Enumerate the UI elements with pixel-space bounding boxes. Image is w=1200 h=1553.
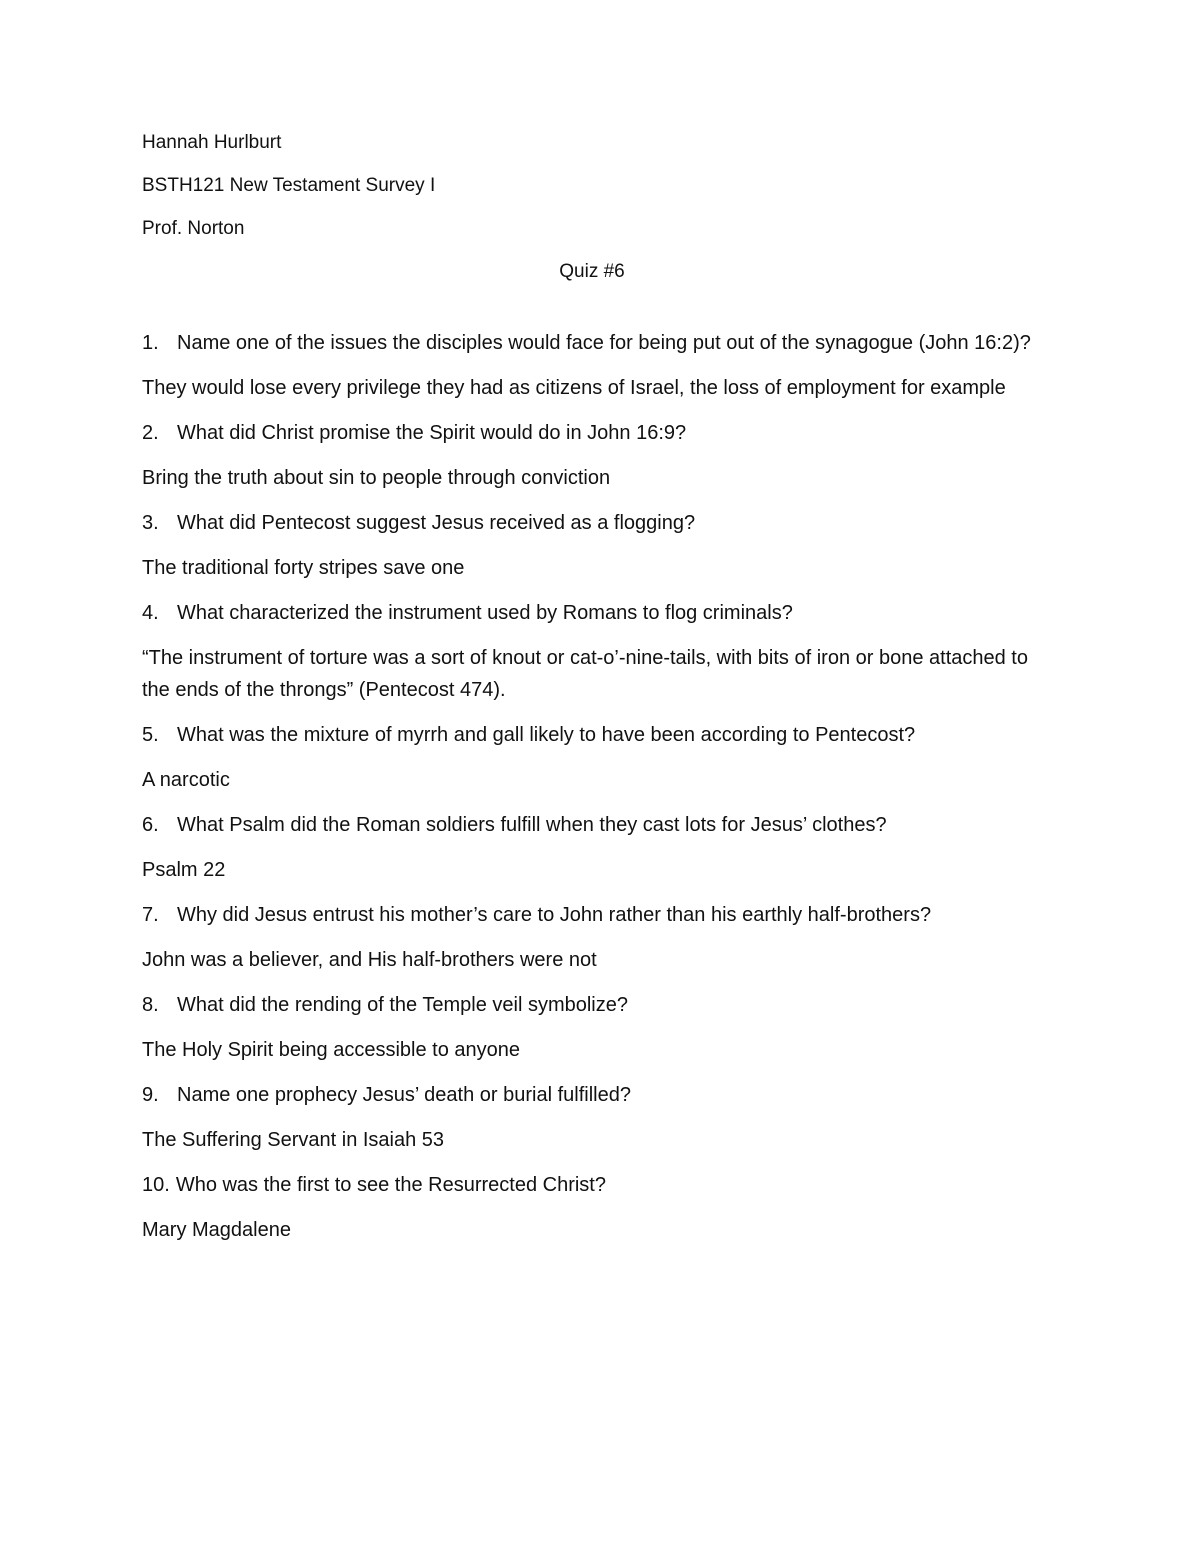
qa-item-9 (142, 1079, 1042, 1156)
qa-item-6 (142, 809, 1042, 886)
question-3 (142, 507, 1042, 539)
question-number: 2. (142, 422, 159, 444)
question-text: Why did Jesus entrust his mother’s care to John rather than his earthly half-brothers? (177, 904, 932, 926)
answer-3: The traditional forty stripes save one (142, 557, 465, 579)
quiz-title: Quiz #6 (559, 261, 625, 282)
answer-2: Bring the truth about sin to people through conviction (142, 467, 611, 489)
student-name: Hannah Hurlburt (142, 132, 282, 153)
answer-5: A narcotic (142, 769, 230, 791)
qa-item-7 (142, 899, 1042, 976)
question-number: 6. (142, 814, 159, 836)
question-7 (142, 899, 1042, 931)
question-text: What Psalm did the Roman soldiers fulfill when they cast lots for Jesus’ clothes? (177, 814, 887, 836)
answer-8: The Holy Spirit being accessible to anyone (142, 1039, 520, 1061)
question-number: 8. (142, 994, 159, 1016)
qa-item-2 (142, 417, 1042, 494)
question-text: What characterized the instrument used by Romans to flog criminals? (177, 602, 793, 624)
answer-1: They would lose every privilege they had as citizens of Israel, the loss of employment for example (142, 377, 1006, 399)
answer-9: The Suffering Servant in Isaiah 53 (142, 1129, 445, 1151)
question-text: Name one of the issues the disciples would face for being put out of the synagogue (John 16:2)? (177, 332, 1031, 354)
question-text: What did the rending of the Temple veil symbolize? (177, 994, 628, 1016)
answer-4: “The instrument of torture was a sort of knout or cat-o’-nine-tails, with bits of iron or bone attached to the ends of the throngs” (Pentecost 474). (142, 647, 1028, 701)
question-text: Who was the first to see the Resurrected Christ? (175, 1174, 606, 1196)
question-1 (142, 327, 1042, 359)
question-number: 5. (142, 724, 159, 746)
question-text: What was the mixture of myrrh and gall likely to have been according to Pentecost? (177, 724, 916, 746)
document-body (142, 128, 1042, 1259)
course-name: BSTH121 New Testament Survey I (142, 175, 436, 196)
qa-item-8 (142, 989, 1042, 1066)
qa-item-4 (142, 597, 1042, 706)
question-text: What did Christ promise the Spirit would do in John 16:9? (177, 422, 687, 444)
qa-item-10 (142, 1169, 1042, 1246)
question-number: 10. (142, 1174, 170, 1196)
question-number: 3. (142, 512, 159, 534)
question-6 (142, 809, 1042, 841)
qa-item-1 (142, 327, 1042, 404)
qa-item-3 (142, 507, 1042, 584)
question-9 (142, 1079, 1042, 1111)
answer-10: Mary Magdalene (142, 1219, 291, 1241)
answer-6: Psalm 22 (142, 859, 226, 881)
answer-7: John was a believer, and His half-brothers were not (142, 949, 597, 971)
professor-name: Prof. Norton (142, 218, 245, 239)
question-2 (142, 417, 1042, 449)
question-4 (142, 597, 1042, 629)
question-text: Name one prophecy Jesus’ death or burial fulfilled? (177, 1084, 631, 1106)
qa-item-5 (142, 719, 1042, 796)
question-number: 4. (142, 602, 159, 624)
question-10 (142, 1169, 1042, 1201)
question-number: 9. (142, 1084, 159, 1106)
question-8 (142, 989, 1042, 1021)
question-text: What did Pentecost suggest Jesus received as a flogging? (177, 512, 696, 534)
question-number: 1. (142, 332, 159, 354)
question-number: 7. (142, 904, 159, 926)
question-5 (142, 719, 1042, 751)
